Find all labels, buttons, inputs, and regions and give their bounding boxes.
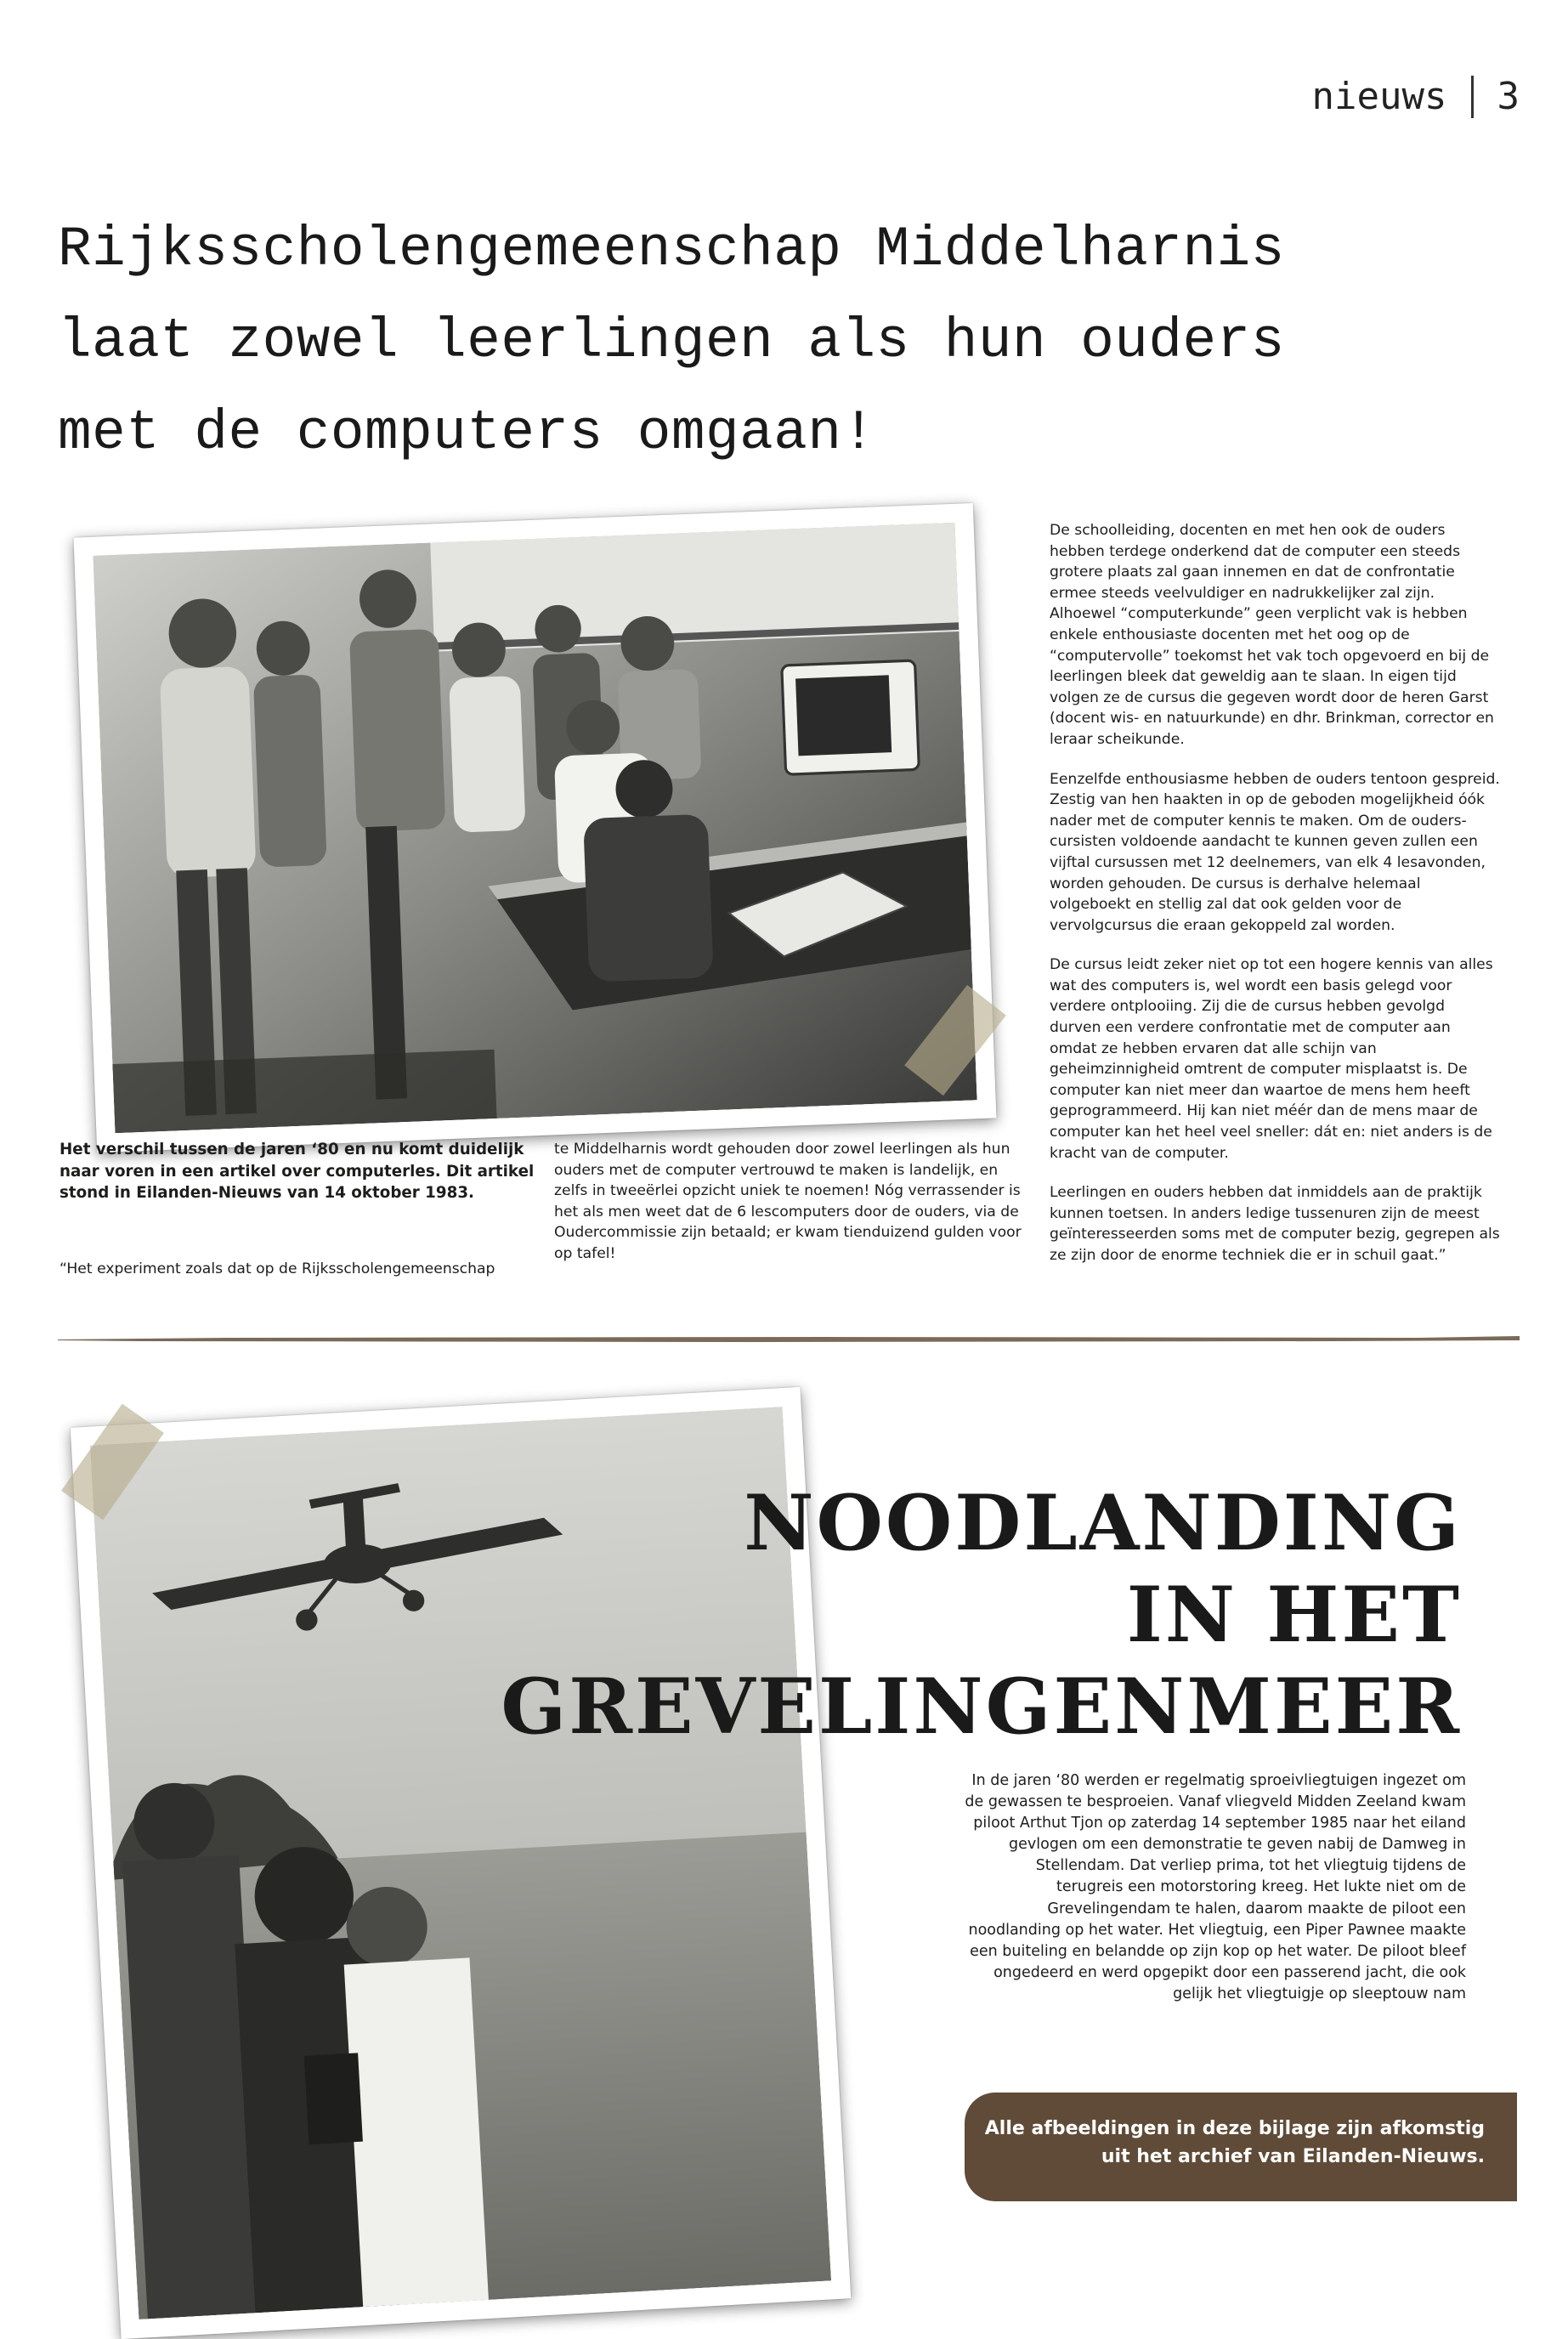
article-body-right [1050,520,1500,1285]
article-headline [58,204,1486,479]
section-label: nieuws [1311,75,1447,118]
quote-start: “Het experiment zoals dat op de Rijksscholengemeenschap [59,1260,495,1277]
title-line-1: NOODLANDING [744,1478,1462,1568]
headline-line-2: laat zowel leerlingen als hun ouders [58,309,1285,373]
article-body-middle: te Middelharnis wordt gehouden door zowel leerlingen als hun ouders met de computer vertrouwd te maken is landelijk, en zelfs in tweeërlei opzicht uniek te noemen! Nóg verrassender is het als men weet dat de 6 lescomputers door de ouders, via de Oudercommissie zijn betaald; er kwam tienduizend gulden voor op tafel! [554,1141,1022,1262]
headline-line-3: met de computers omgaan! [58,401,876,465]
computer-class-photo [73,503,996,1153]
page-header [1312,75,1520,118]
title-line-2: IN HET [1126,1570,1462,1660]
section-divider [58,1336,1520,1342]
page-number: 3 [1497,75,1520,118]
archive-notice: Alle afbeeldingen in deze bijlage zijn afkomstig uit het archief van Eilanden-Nieuws. [965,2093,1517,2201]
headline-line-1: Rijksscholengemeenschap Middelharnis [58,218,1285,281]
paragraph: De schoolleiding, docenten en met hen ook de ouders hebben terdege onderkend dat de computer een steeds grotere plaats zal gaan innemen en dat de confrontatie ermee steeds veelvuldiger en nadrukkelijker zal zijn. Alhoewel “computerkunde” geen verplicht vak is hebben enkele enthousiaste docenten met het oog op de “computervolle” toekomst het vak toch opgevoerd en bij de leerlingen bleek dat geweldig aan te slaan. In eigen tijd volgen ze de cursus die gegeven wordt door de heren Garst (docent wis- en natuurkunde) en dhr. Brinkman, corrector en leraar scheikunde. [1050,522,1494,748]
article-body: In de jaren ‘80 werden er regelmatig sproeivliegtuigen ingezet om de gewassen te besproeien. Vanaf vliegveld Midden Zeeland kwam piloot Arthut Tjon op zaterdag 14 september 1985 naar het eiland gevlogen om een demonstratie te geven nabij de Damweg in Stellendam. Dat verliep prima, tot het vliegtuig tijdens de terugreis een motorstoring kreeg. Het lukte niet om de Grevelingendam te halen, daarom maakte de piloot een noodlanding op het water. Het vliegtuig, een Piper Pawnee maakte een buiteling en belandde op zijn kop op het water. De piloot bleef ongedeerd en werd opgepikt door een passerend jacht, die ook gelijk het vliegtuigje op sleeptouw nam [965,1772,1466,2002]
title-line-3: GREVELINGENMEER [501,1662,1462,1752]
article-title [501,1477,1462,1753]
photo-caption: Het verschil tussen de jaren ‘80 en nu komt duidelijk naar voren in een artikel over computerles. Dit artikel stond in Eilanden-Nieuws van 14 oktober 1983. [59,1141,535,1202]
header-divider [1471,76,1474,118]
paragraph: Eenzelfde enthousiasme hebben de ouders tentoon gespreid. Zestig van hen haakten in op de geboden mogelijkheid óók nader met de computer kennis te maken. Om de ouders-cursisten voldoende aandacht te kunnen geven zullen een vijftal cursussen met 12 deelnemers, van elk 4 lesavonden, worden gehouden. De cursus is derhalve helemaal volgeboekt en stellig zal dat ook gelden voor de vervolgcursus die eraan gekoppeld zal worden. [1050,770,1500,934]
paragraph: De cursus leidt zeker niet op tot een hogere kennis van alles wat des computers is, wel wordt een basis gelegd voor verdere ontplooiing. Zij die de cursus hebben gevolgd durven een verdere confrontatie met de computer aan omdat ze hebben ervaren dat alle schijn van geheimzinnigheid omtrent de computer misplaatst is. De computer kan niet meer dan waartoe de mens hem heeft geprogrammeerd. Hij kan niet méér dan de mens maar de computer kan het heel veel sneller: dát en: niet anders is de kracht van de computer. [1050,956,1493,1162]
computer-class-photo-image [93,523,976,1133]
paragraph: Leerlingen en ouders hebben dat inmiddels aan de praktijk kunnen toetsen. In anders ledige tussenuren zijn de meest geïnteresseerden soms met de computer bezig, gegrepen als ze zijn door de enorme techniek die er in schuil gaat.” [1050,1184,1500,1264]
